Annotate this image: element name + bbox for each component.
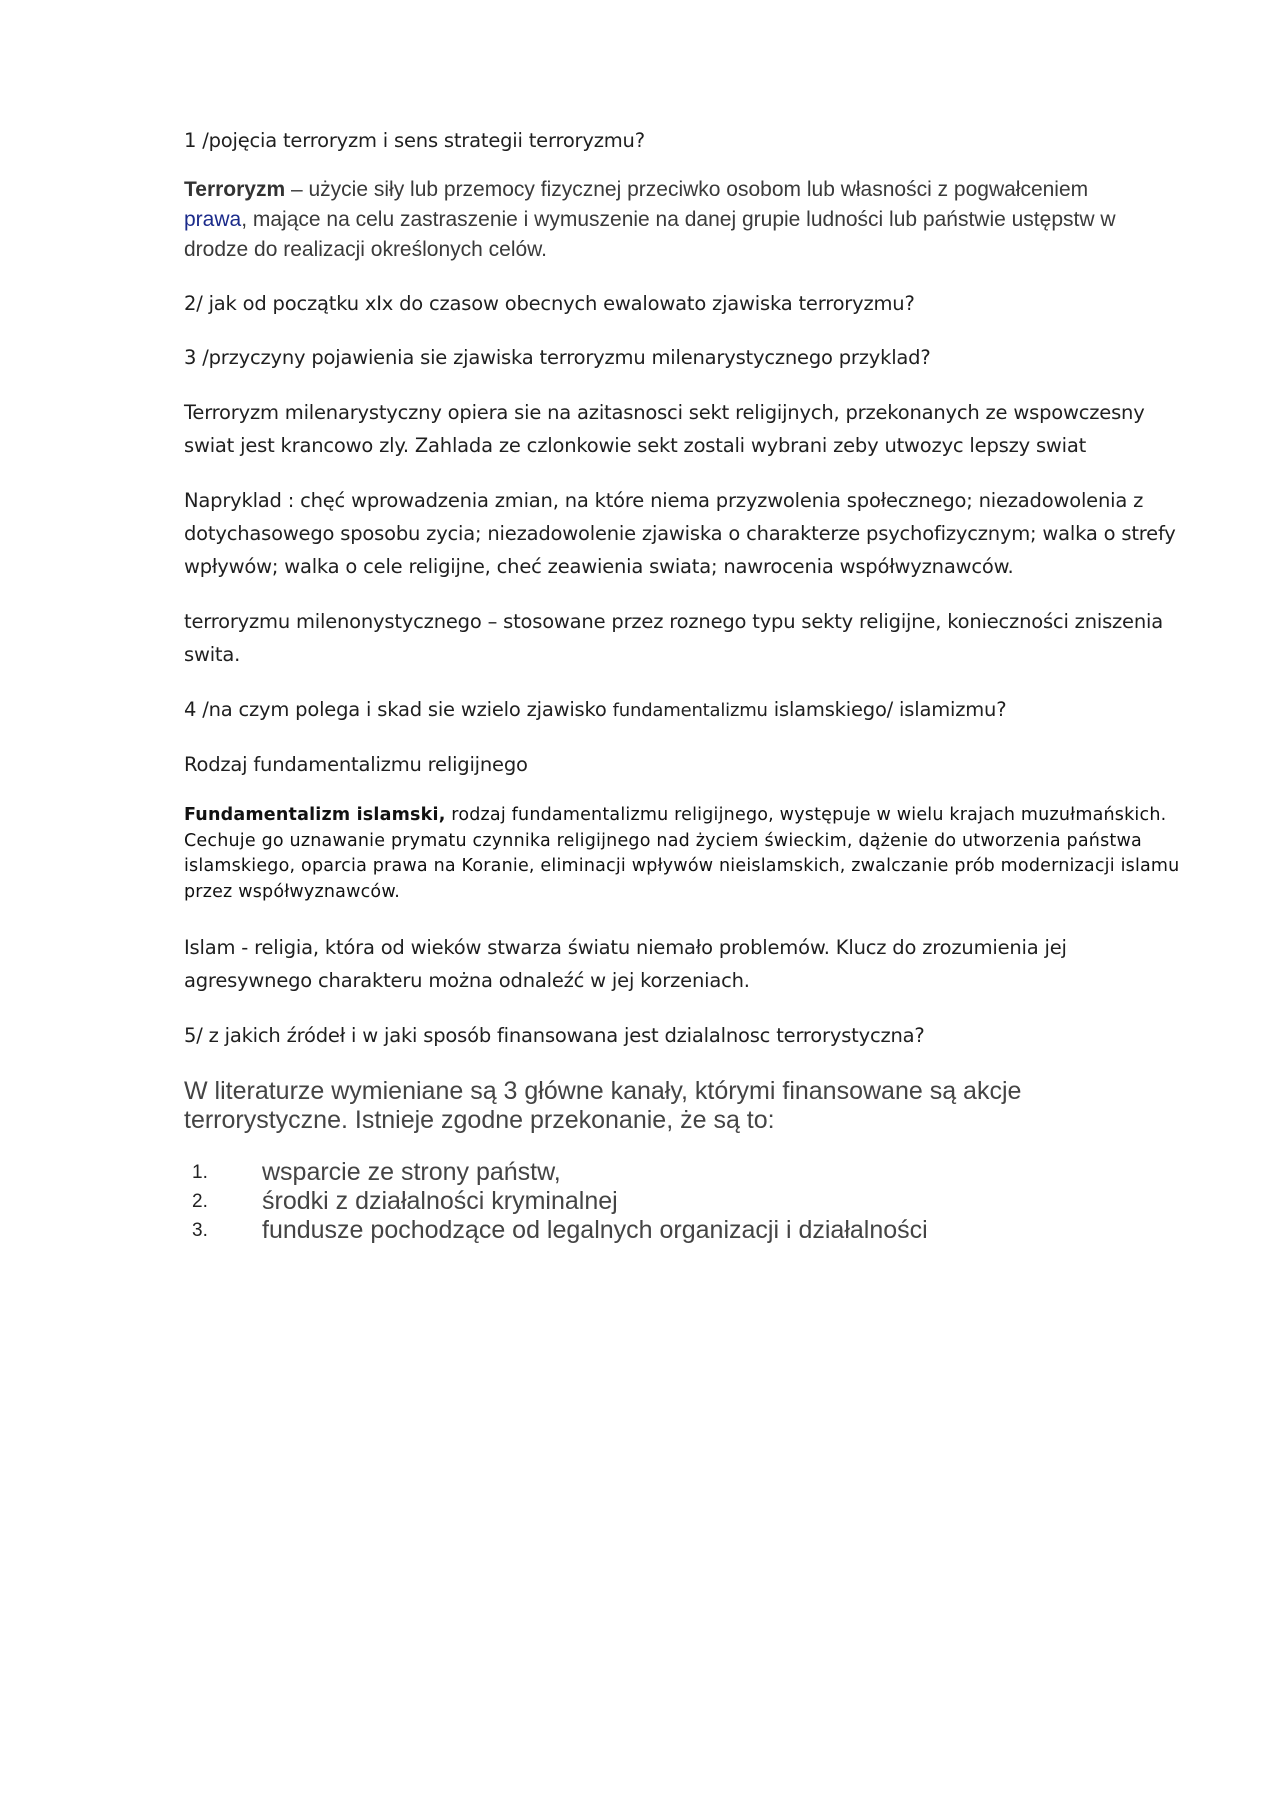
question-4-part-a: 4 /na czym polega i skad sie wzielo zjawisko [184,698,613,721]
question-1: 1 /pojęcia terroryzm i sens strategii terroryzmu? [184,129,645,152]
rodzaj-line: Rodzaj fundamentalizmu religijnego [184,753,528,776]
millenarian-definition: Terroryzm milenarystyczny opiera sie na azitasnosci sekt religijnych, przekonanych ze wspowczesny swiat jest krancowo zly. Zahlada ze czlonkowie sekt zostali wybrani zeby utwozyc lepszy swiat [184,401,1145,457]
definition-text-2: , mające na celu zastraszenie i wymuszenie na danej grupie ludności lub państwie ustępstw w drodze do realizacji określonych celów. [184,208,1116,261]
question-3: 3 /przyczyny pojawienia sie zjawiska terroryzmu milenarystycznego przyklad? [184,346,931,369]
list-number: 1. [192,1162,208,1183]
example-paragraph: Napryklad : chęć wprowadzenia zmian, na które niema przyzwolenia społecznego; niezadowolenia z dotychasowego sposobu zycia; niezadowolenie zjawiska o charakterze psychofizycznym; walka o strefy wpływów; walka o cele religijne, cheć zeawienia swiata; nawrocenia współwyznawców. [184,489,1176,578]
islam-paragraph: Islam - religia, która od wieków stwarza światu niemało problemów. Klucz do zrozumienia jej agresywnego charakteru można odnaleźć w jej korzeniach. [184,936,1067,992]
literature-paragraph: W literaturze wymieniane są 3 główne kanały, którymi finansowane są akcje terrorystyczne. Istnieje zgodne przekonanie, że są to: [184,1077,1022,1134]
list-item-text: wsparcie ze strony państw, [262,1158,561,1186]
question-4-part-c: islamskiego/ islamizmu? [767,698,1007,721]
question-2: 2/ jak od początku xIx do czasow obecnych ewalowato zjawiska terroryzmu? [184,292,915,315]
terrorism-definition [184,175,1144,265]
milen-paragraph: terroryzmu milenonystycznego – stosowane przez roznego typu sekty religijne, konieczności zniszenia swita. [184,610,1163,666]
question-5: 5/ z jakich źródeł i w jaki sposób finansowana jest dzialalnosc terrorystyczna? [184,1024,925,1047]
fundamentalism-definition [184,803,1194,905]
link-prawa[interactable]: prawa [184,208,242,231]
term-fundamentalizm: Fundamentalizm islamski, [184,805,446,825]
list-number: 2. [192,1191,208,1212]
definition-text-1: – użycie siły lub przemocy fizycznej przeciwko osobom lub własności z pogwałceniem [285,178,1089,201]
list-number: 3. [192,1220,208,1241]
question-4 [184,693,1184,727]
term-terroryzm: Terroryzm [184,178,286,201]
list-item-text: fundusze pochodzące od legalnych organizacji i działalności [262,1216,928,1244]
list-item-text: środki z działalności kryminalnej [262,1187,618,1215]
question-4-part-b: fundamentalizmu [612,700,768,721]
fundamentalism-text: rodzaj fundamentalizmu religijnego, występuje w wielu krajach muzułmańskich. Cechuje go uznawanie prymatu czynnika religijnego nad życiem świeckim, dążenie do utworzenia państwa islamskiego, oparcia prawa na Koranie, eliminacji wpływów nieislamskich, zwalczanie prób modernizacji islamu przez współwyznawców. [184,805,1180,902]
